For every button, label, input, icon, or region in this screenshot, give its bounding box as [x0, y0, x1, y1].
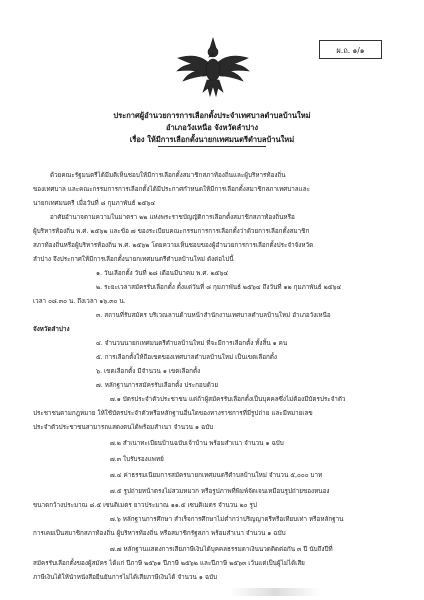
paragraph-line: สภาท้องถิ่นหรือผู้บริหารท้องถิ่น พ.ศ. ๒๕๖๒ โดยความเห็นชอบของผู้อำนวยการการเลือกตั้งประจำจังหวัด [33, 242, 314, 249]
paragraph-line: อาศัยอำนาจตามความในมาตรา ๒๒ แห่งพระราชบัญญัติการเลือกตั้งสมาชิกสภาท้องถิ่นหรือ [50, 214, 295, 221]
list-item: ๖. เขตเลือกตั้ง มีจำนวน ๑ เขตเลือกตั้ง [96, 368, 201, 375]
paragraph-line: ของเทศบาล และคณะกรรมการการเลือกตั้งได้มีประกาศกำหนดให้มีการเลือกตั้งสมาชิกสภาเทศบาลและ [33, 186, 310, 193]
list-item-continuation: เวลา ๐๘.๓๐ น. ถึงเวลา ๑๖.๓๐ น. [33, 298, 126, 305]
sub-list-item: ๗.๔ ค่าธรรมเนียมการสมัครนายกเทศมนตรีตำบลบ้านใหม่ จำนวน ๕,๐๐๐ บาท [110, 472, 323, 479]
notice-title: ประกาศผู้อำนวยการการเลือกตั้งประจำเทศบาลตำบลบ้านใหม่ [113, 111, 311, 120]
sub-list-item-continuation: การเคยเป็นสมาชิกสภาท้องถิ่น ผู้บริหารท้องถิ่น หรือสมาชิกรัฐสภา พร้อมสำเนา จำนวน ๑ ฉบับ [33, 530, 286, 537]
sub-list-item: ๗.๗ หลักฐานแสดงการเสียภาษีเงินได้บุคคลธรรมดาเงินนวดติดต่อกัน ๓ ปี นับถึงปีที่ [110, 546, 333, 553]
list-item: ๓. สถานที่รับสมัคร บริเวณลานด้านหน้าสำนักงานเทศบาลตำบลบ้านใหม่ อำเภอวังเหนือ [96, 312, 331, 319]
heading-divider [158, 146, 266, 147]
scan-smudge [230, 588, 320, 596]
list-item: ๗. หลักฐานการสมัครรับเลือกตั้ง ประกอบด้วย [96, 382, 219, 389]
form-code-box: ผ.ถ. ๑/๑ [319, 40, 382, 59]
sub-list-item-continuation: สมัครรับเลือกตั้งของผู้สมัคร ได้แก่ ปีภาษี ๒๕๖๑ ปีภาษี ๒๕๖๒ และปีภาษี ๒๕๖๓ เว้นแต่เป็นผู้ไม่ได้เสีย [33, 560, 305, 567]
sub-list-item-continuation: ภาษีเงินได้ให้นำหนังสือยืนยันการไม่ได้เสียภาษีเงินได้ จำนวน ๑ ฉบับ [33, 574, 218, 581]
list-item: ๑. วันเลือกตั้ง วันที่ ๒๘ เดือนมีนาคม พ.ศ. ๒๕๖๔ [96, 270, 229, 277]
garuda-emblem-icon [174, 34, 252, 100]
sub-list-item-continuation: ประจำตัวประชาชนสามารถแสดงตนได้พร้อมสำเนา จำนวน ๑ ฉบับ [33, 424, 214, 431]
list-item: ๔. จำนวนนายกเทศมนตรีตำบลบ้านใหม่ ที่จะมีการเลือกตั้ง ทั้งสิ้น ๑ คน [96, 340, 288, 347]
list-item: ๒. ระยะเวลาสมัครรับเลือกตั้ง ตั้งแต่วันที่ ๘ กุมภาพันธ์ ๒๕๖๔ ถึงวันที่ ๑๒ กุมภาพันธ์ ๒๕๖๔ [96, 284, 342, 291]
paragraph-line: ผู้บริหารท้องถิ่น พ.ศ. ๒๕๖๒ และข้อ ๗ ของระเบียบคณะกรรมการการเลือกตั้งว่าด้วยการเลือกตั้งสมาชิก [33, 228, 310, 235]
paragraph-line: นายกเทศมนตรี เมื่อวันที่ ๘ กุมภาพันธ์ ๒๕๖๔ [33, 200, 156, 207]
sub-list-item: ๗.๒ สำเนาทะเบียนบ้านฉบับเจ้าบ้าน พร้อมสำเนา จำนวน ๑ ฉบับ [110, 440, 284, 447]
notice-subject: เรื่อง ให้มีการเลือกตั้งนายกเทศมนตรีตำบลบ้านใหม่ [129, 135, 295, 144]
sub-list-item: ๗.๖ หลักฐานการศึกษา สำเร็จการศึกษาไม่ต่ำกว่าปริญญาตรีหรือเทียบเท่า หรือหลักฐาน [110, 516, 344, 523]
notice-district: อำเภอวังเหนือ จังหวัดลำปาง [165, 123, 259, 132]
list-item-continuation: จังหวัดลำปาง [33, 326, 70, 333]
sub-list-item-continuation: ประชาชนตามกฎหมาย ให้ใช้บัตรประจำตัวหรือหลักฐานอื่นใดของทางราชการที่มีรูปถ่าย และมีหมายเลข [33, 410, 313, 417]
sub-list-item: ๗.๕ รูปถ่ายหน้าตรงไม่สวมหมวก หรือรูปภาพที่พิมพ์จัดเจนเหมือนรูปถ่ายของหนอง [110, 488, 330, 495]
list-item: ๕. การเลือกตั้งให้ถือเขตของเทศบาลตำบลบ้านใหม่ เป็นเขตเลือกตั้ง [96, 354, 277, 361]
sub-list-item: ๗.๑ บัตรประจำตัวประชาชน แต่ถ้าผู้สมัครรับเลือกตั้งเป็นบุคคลซึ่งไม่ต้องมีบัตรประจำตัว [110, 396, 346, 403]
paragraph-line: ลำปาง จึงประกาศให้มีการเลือกตั้งนายกเทศมนตรีตำบลบ้านใหม่ ดังต่อไปนี้ [33, 256, 234, 263]
paragraph-line: ด้วยคณะรัฐมนตรีได้มีมติเห็นชอบให้มีการเลือกตั้งสมาชิกสภาท้องถิ่นและผู้บริหารท้องถิ่น [50, 172, 286, 179]
sub-list-item-continuation: ขนาดกว้างประมาณ ๘.๕ เซนติเมตร ยาวประมาณ ๑๑.๕ เซนติเมตร จำนวน ๒๐ รูป [33, 502, 257, 509]
sub-list-item: ๗.๓ ใบรับรองแพทย์ [110, 456, 164, 463]
